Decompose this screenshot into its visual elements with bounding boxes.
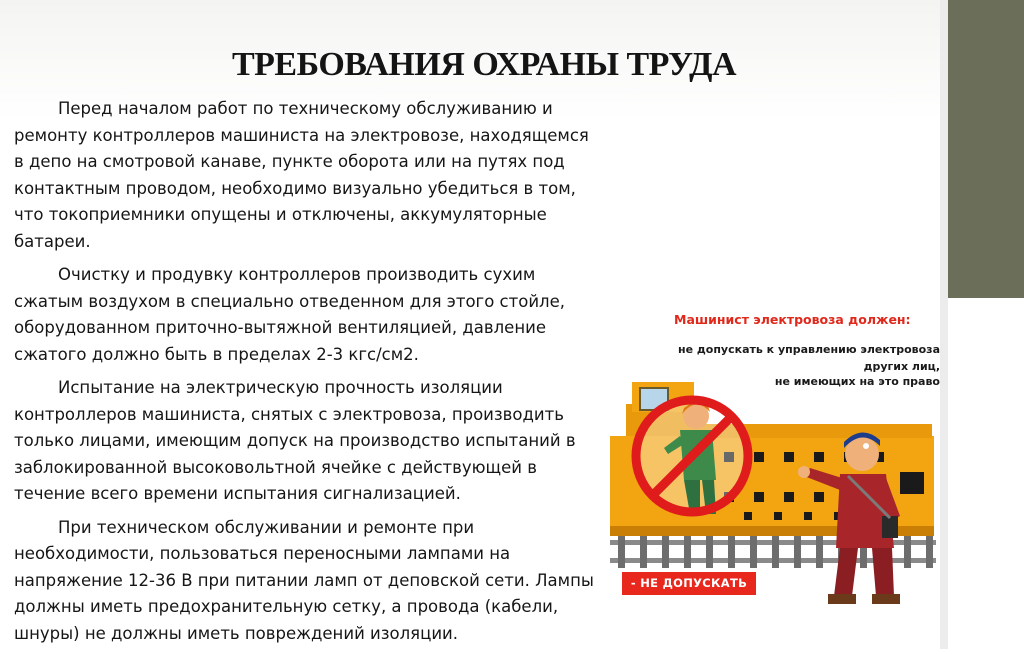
safety-illustration [604,296,940,636]
accent-bar [948,0,1024,298]
body-text [14,96,594,654]
prohibition-sign-icon [632,396,752,516]
illustration-line-2: других лиц, [863,360,940,373]
paragraph-1: Перед началом работ по техническому обслуживанию и ремонту контроллеров машиниста на электровозе, находящемся в депо на смотровой канаве, пункте оборота или на путях под контактным проводом, необходимо визуально убедиться в том, что токоприемники опущены и отключены, аккумуляторные батареи. [14,99,589,251]
paragraph-3: Испытание на электрическую прочность изоляции контроллеров машиниста, снятых с электровоза, производить только лицами, имеющим допуск на производство испытаний в заблокированной высоковольтной ячейке с действующей в течение всего времени испытания сигнализацией. [14,378,576,503]
paragraph-4: При техническом обслуживании и ремонте при необходимости, пользоваться переносными лампами на напряжение 12-36 В при питании ламп от деповской сети. Лампы должны иметь предохранительную сетку, а провода (кабели, шнуры) не должны иметь повреждений изоляции. [14,517,594,643]
illustration-heading: Машинист электровоза должен: [674,312,911,327]
paragraph-2: Очистку и продувку контроллеров производить сухим сжатым воздухом в специально отведенном для этого стойле, оборудованном приточно-вытяжной вентиляцией, давление сжатого должно быть в пределах 2-3 кгс/см2. [14,265,565,364]
illustration-line-3: не имеющих на это право [774,375,940,388]
do-not-allow-badge: - НЕ ДОПУСКАТЬ [622,572,756,595]
slide-title: ТРЕБОВАНИЯ ОХРАНЫ ТРУДА [231,46,737,83]
illustration-line-1: не допускать к управлению электровоза [678,343,940,356]
